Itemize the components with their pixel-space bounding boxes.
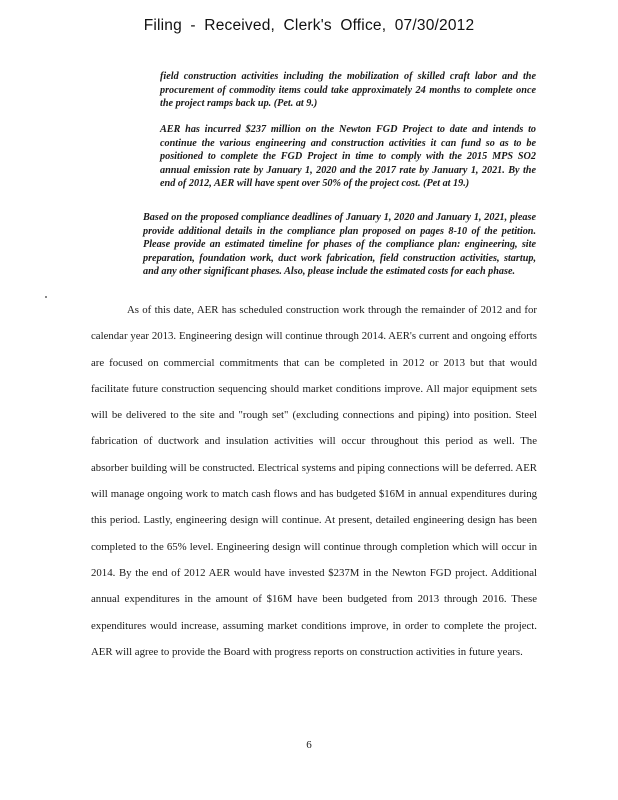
page-number: 6 [306, 739, 312, 751]
quoted-block-field-construction: field construction activities including the mobilization of skilled craft labor and the procurement of commodity items could take approximately 24 months to complete once the project ramps back up. (Pet. at 9.) [160, 71, 536, 110]
response-paragraph: As of this date, AER has scheduled construction work through the remainder of 2012 and for calendar year 2013. Engineering design will continue through 2014. AER's current and ongoing efforts are focused on commercial commitments that can be completed in 2012 or 2013 but that would facilitate future construction sequencing should market conditions improve. All major equipment sets will be delivered to the site and "rough set" (excluding connections and piping) into position. Steel fabrication of ductwork and insulation activities will occur throughout this period as well. The absorber building will be constructed. Electrical systems and piping connections will be deferred. AER will manage ongoing work to match cash flows and has budgeted $16M in annual expenditures during this period. Lastly, engineering design will continue. At present, detailed engineering design has been completed to the 65% level. Engineering design will continue through completion which will occur in 2014. By the end of 2012 AER would have invested $237M in the Newton FGD project. Additional annual expenditures in the amount of $16M have been budgeted from 2013 through 2016. These expenditures would increase, assuming market conditions improve, in order to complete the project. AER will agree to provide the Board with progress reports on construction activities in future years. [91, 304, 537, 658]
quoted-block-aer-incurred: AER has incurred $237 million on the Newton FGD Project to date and intends to continue the various engineering and construction activities it can fund so as to be positioned to complete the FGD Project in time to comply with the 2015 MPS SO2 annual emission rate by January 1, 2020 and the 2017 rate by January 1, 2021. By the end of 2012, AER will have spent over 50% of the project cost. (Pet at 19.) [160, 124, 536, 190]
filing-stamp-header: Filing - Received, Clerk's Office, 07/30/2012 [143, 17, 475, 34]
scan-speck [45, 296, 47, 298]
question-block-compliance-plan: Based on the proposed compliance deadlines of January 1, 2020 and January 1, 2021, please provide additional details in the compliance plan proposed on pages 8-10 of the petition. Please provide an estimated timeline for phases of the compliance plan: engineering, site preparation, foundation work, duct work fabrication, field construction activities, startup, and any other significant phases. Also, please include the estimated costs for each phase. [143, 212, 536, 278]
